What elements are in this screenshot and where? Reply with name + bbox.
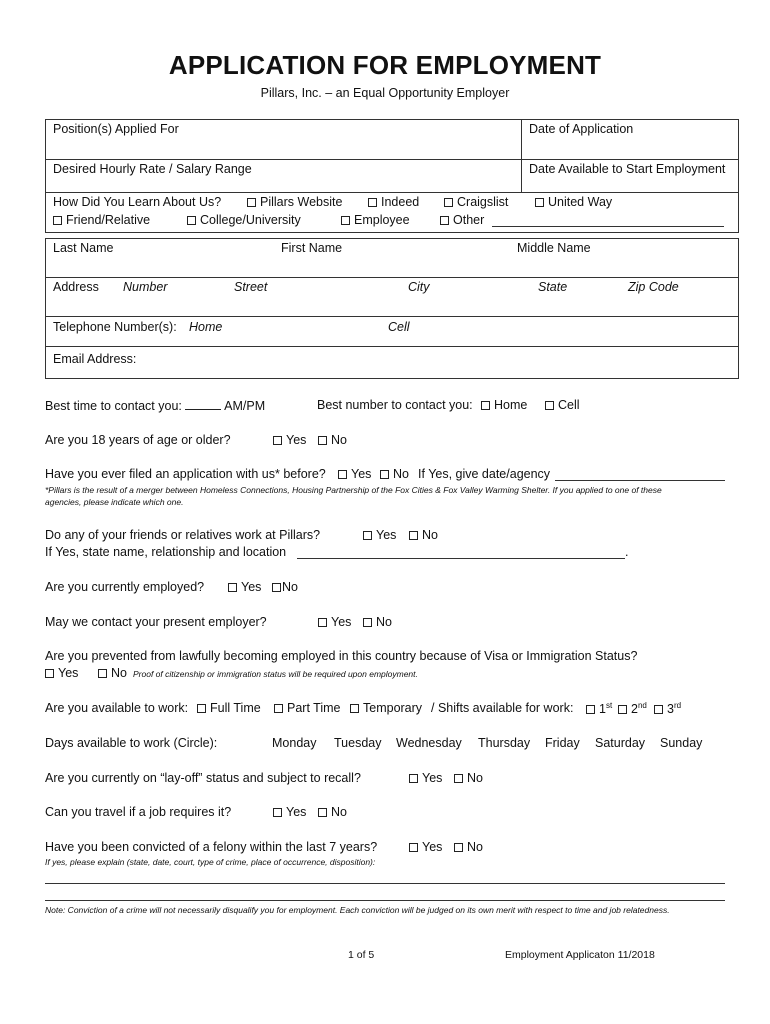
checkbox-icon[interactable] bbox=[618, 705, 627, 714]
cell-phone-field[interactable]: Cell bbox=[388, 320, 410, 334]
checkbox-icon[interactable] bbox=[545, 401, 554, 410]
contact-employer-question: May we contact your present employer? bbox=[45, 615, 267, 629]
felony-question: Have you been convicted of a felony within the last 7 years? bbox=[45, 840, 378, 854]
visa-yes[interactable]: Yes bbox=[45, 666, 78, 680]
day-monday[interactable]: Monday bbox=[272, 736, 317, 750]
checkbox-icon[interactable] bbox=[98, 669, 107, 678]
best-time-row: Best time to contact you: AM/PM bbox=[45, 399, 266, 413]
merger-note: *Pillars is the result of a merger between Homeless Connections, Housing Partnership of the Fox Cities & Fox Valley Warming Shelter. If you applied to one of these bbox=[45, 485, 662, 495]
divider bbox=[45, 346, 739, 347]
email-field[interactable]: Email Address: bbox=[53, 352, 137, 366]
last-name-field[interactable]: Last Name bbox=[53, 241, 114, 255]
checkbox-icon[interactable] bbox=[338, 470, 347, 479]
friends-no[interactable]: No bbox=[409, 528, 438, 542]
home-phone-field[interactable]: Home bbox=[189, 320, 223, 334]
option-friend-relative[interactable]: Friend/Relative bbox=[53, 213, 150, 227]
felony-no[interactable]: No bbox=[454, 840, 483, 854]
shift-3-option[interactable]: 3rd bbox=[654, 701, 681, 716]
checkbox-icon[interactable] bbox=[586, 705, 595, 714]
option-indeed[interactable]: Indeed bbox=[368, 195, 419, 209]
part-time-option[interactable]: Part Time bbox=[274, 701, 341, 715]
checkbox-icon[interactable] bbox=[409, 843, 418, 852]
checkbox-icon[interactable] bbox=[247, 198, 256, 207]
if-yes-date-blank[interactable] bbox=[555, 480, 725, 481]
option-other[interactable]: Other bbox=[440, 213, 484, 227]
checkbox-icon[interactable] bbox=[318, 436, 327, 445]
city-field[interactable]: City bbox=[408, 280, 430, 294]
checkbox-icon[interactable] bbox=[368, 198, 377, 207]
layoff-question: Are you currently on “lay-off” status and subject to recall? bbox=[45, 771, 361, 785]
checkbox-icon[interactable] bbox=[444, 198, 453, 207]
conviction-note: Note: Conviction of a crime will not necessarily disqualify you for employment. Each conviction will be judged on its own merit with respect to time and job relatedness. bbox=[45, 905, 670, 915]
felony-explain-line-1[interactable] bbox=[45, 883, 725, 884]
shift-2-option[interactable]: 2nd bbox=[618, 701, 647, 716]
divider bbox=[45, 277, 739, 278]
positions-field[interactable]: Position(s) Applied For bbox=[53, 122, 179, 136]
shift-1-option[interactable]: 1st bbox=[586, 701, 612, 716]
employed-no[interactable]: No bbox=[272, 580, 298, 594]
visa-note: Proof of citizenship or immigration status will be required upon employment. bbox=[133, 669, 418, 679]
first-name-field[interactable]: First Name bbox=[281, 241, 343, 255]
checkbox-icon[interactable] bbox=[409, 531, 418, 540]
age18-no[interactable]: No bbox=[318, 433, 347, 447]
checkbox-icon[interactable] bbox=[45, 669, 54, 678]
option-college-university[interactable]: College/University bbox=[187, 213, 301, 227]
middle-name-field[interactable]: Middle Name bbox=[517, 241, 591, 255]
divider bbox=[521, 119, 522, 192]
day-friday[interactable]: Friday bbox=[545, 736, 580, 750]
friends-question: Do any of your friends or relatives work at Pillars? bbox=[45, 528, 321, 542]
checkbox-icon[interactable] bbox=[228, 583, 237, 592]
checkbox-icon[interactable] bbox=[409, 774, 418, 783]
checkbox-icon[interactable] bbox=[53, 216, 62, 225]
filed-no[interactable]: No bbox=[380, 467, 409, 481]
checkbox-icon[interactable] bbox=[341, 216, 350, 225]
other-blank-line[interactable] bbox=[492, 226, 724, 227]
shifts-label: / Shifts available for work: bbox=[431, 701, 574, 715]
checkbox-icon[interactable] bbox=[363, 531, 372, 540]
checkbox-icon[interactable] bbox=[318, 808, 327, 817]
number-field[interactable]: Number bbox=[123, 280, 168, 294]
checkbox-icon[interactable] bbox=[535, 198, 544, 207]
layoff-no[interactable]: No bbox=[454, 771, 483, 785]
felony-explain-line-2[interactable] bbox=[45, 900, 725, 901]
day-wednesday[interactable]: Wednesday bbox=[396, 736, 462, 750]
day-sunday[interactable]: Sunday bbox=[660, 736, 703, 750]
checkbox-icon[interactable] bbox=[273, 808, 282, 817]
page-subtitle: Pillars, Inc. – an Equal Opportunity Employer bbox=[260, 86, 510, 100]
friends-yes[interactable]: Yes bbox=[363, 528, 396, 542]
visa-no[interactable]: No bbox=[98, 666, 127, 680]
divider bbox=[45, 316, 739, 317]
full-time-option[interactable]: Full Time bbox=[197, 701, 261, 715]
best-number-home[interactable]: Home bbox=[481, 398, 527, 412]
checkbox-icon[interactable] bbox=[454, 774, 463, 783]
day-saturday[interactable]: Saturday bbox=[595, 736, 646, 750]
if-yes-state-blank[interactable] bbox=[297, 558, 625, 559]
available-question: Are you available to work: bbox=[45, 701, 189, 715]
checkbox-icon[interactable] bbox=[273, 436, 282, 445]
zip-field[interactable]: Zip Code bbox=[628, 280, 679, 294]
personal-box bbox=[45, 238, 739, 379]
telephone-label: Telephone Number(s): bbox=[53, 320, 177, 334]
merger-note-2: agencies, please indicate which one. bbox=[45, 497, 184, 507]
day-thursday[interactable]: Thursday bbox=[478, 736, 531, 750]
if-yes-state-label: If Yes, state name, relationship and location bbox=[45, 545, 287, 559]
divider bbox=[45, 192, 739, 193]
date-application-field[interactable]: Date of Application bbox=[529, 122, 634, 136]
travel-no[interactable]: No bbox=[318, 805, 347, 819]
checkbox-icon[interactable] bbox=[454, 843, 463, 852]
age18-yes[interactable]: Yes bbox=[273, 433, 306, 447]
checkbox-icon[interactable] bbox=[274, 704, 283, 713]
page-number: 1 of 5 bbox=[348, 949, 375, 961]
checkbox-icon[interactable] bbox=[350, 704, 359, 713]
travel-yes[interactable]: Yes bbox=[273, 805, 306, 819]
form-id: Employment Applicaton 11/2018 bbox=[505, 949, 655, 961]
desired-rate-field[interactable]: Desired Hourly Rate / Salary Range bbox=[53, 162, 252, 176]
employed-question: Are you currently employed? bbox=[45, 580, 205, 594]
option-pillars-website[interactable]: Pillars Website bbox=[247, 195, 342, 209]
checkbox-icon[interactable] bbox=[197, 704, 206, 713]
date-available-field[interactable]: Date Available to Start Employment bbox=[529, 162, 726, 176]
contact-employer-yes[interactable]: Yes bbox=[318, 615, 351, 629]
checkbox-icon[interactable] bbox=[481, 401, 490, 410]
page-title: APPLICATION FOR EMPLOYMENT bbox=[168, 50, 602, 80]
filed-yes[interactable]: Yes bbox=[338, 467, 371, 481]
option-craigslist[interactable]: Craigslist bbox=[444, 195, 508, 209]
checkbox-icon[interactable] bbox=[272, 583, 281, 592]
travel-question: Can you travel if a job requires it? bbox=[45, 805, 232, 819]
employed-yes[interactable]: Yes bbox=[228, 580, 261, 594]
felony-yes[interactable]: Yes bbox=[409, 840, 442, 854]
period: . bbox=[625, 545, 629, 559]
learn-label: How Did You Learn About Us? bbox=[53, 195, 222, 209]
best-time-blank[interactable] bbox=[185, 398, 221, 410]
felony-explain-note: If yes, please explain (state, date, court, type of crime, place of occurrence, disposition): bbox=[45, 857, 376, 867]
option-employee[interactable]: Employee bbox=[341, 213, 410, 227]
days-label: Days available to work (Circle): bbox=[45, 736, 218, 750]
layoff-yes[interactable]: Yes bbox=[409, 771, 442, 785]
day-tuesday[interactable]: Tuesday bbox=[334, 736, 382, 750]
age18-question: Are you 18 years of age or older? bbox=[45, 433, 231, 447]
contact-employer-no[interactable]: No bbox=[363, 615, 392, 629]
option-united-way[interactable]: United Way bbox=[535, 195, 612, 209]
checkbox-icon[interactable] bbox=[380, 470, 389, 479]
street-field[interactable]: Street bbox=[234, 280, 268, 294]
best-number-cell[interactable]: Cell bbox=[545, 398, 580, 412]
best-number-label: Best number to contact you: bbox=[317, 398, 473, 412]
address-label: Address bbox=[53, 280, 99, 294]
checkbox-icon[interactable] bbox=[187, 216, 196, 225]
filed-before-question: Have you ever filed an application with us* before? bbox=[45, 467, 326, 481]
visa-question: Are you prevented from lawfully becoming employed in this country because of Visa or Immigration Status? bbox=[45, 649, 638, 663]
if-yes-date-label: If Yes, give date/agency bbox=[418, 467, 551, 481]
checkbox-icon[interactable] bbox=[654, 705, 663, 714]
state-field[interactable]: State bbox=[538, 280, 568, 294]
temporary-option[interactable]: Temporary bbox=[350, 701, 422, 715]
checkbox-icon[interactable] bbox=[363, 618, 372, 627]
checkbox-icon[interactable] bbox=[318, 618, 327, 627]
checkbox-icon[interactable] bbox=[440, 216, 449, 225]
divider bbox=[45, 159, 739, 160]
